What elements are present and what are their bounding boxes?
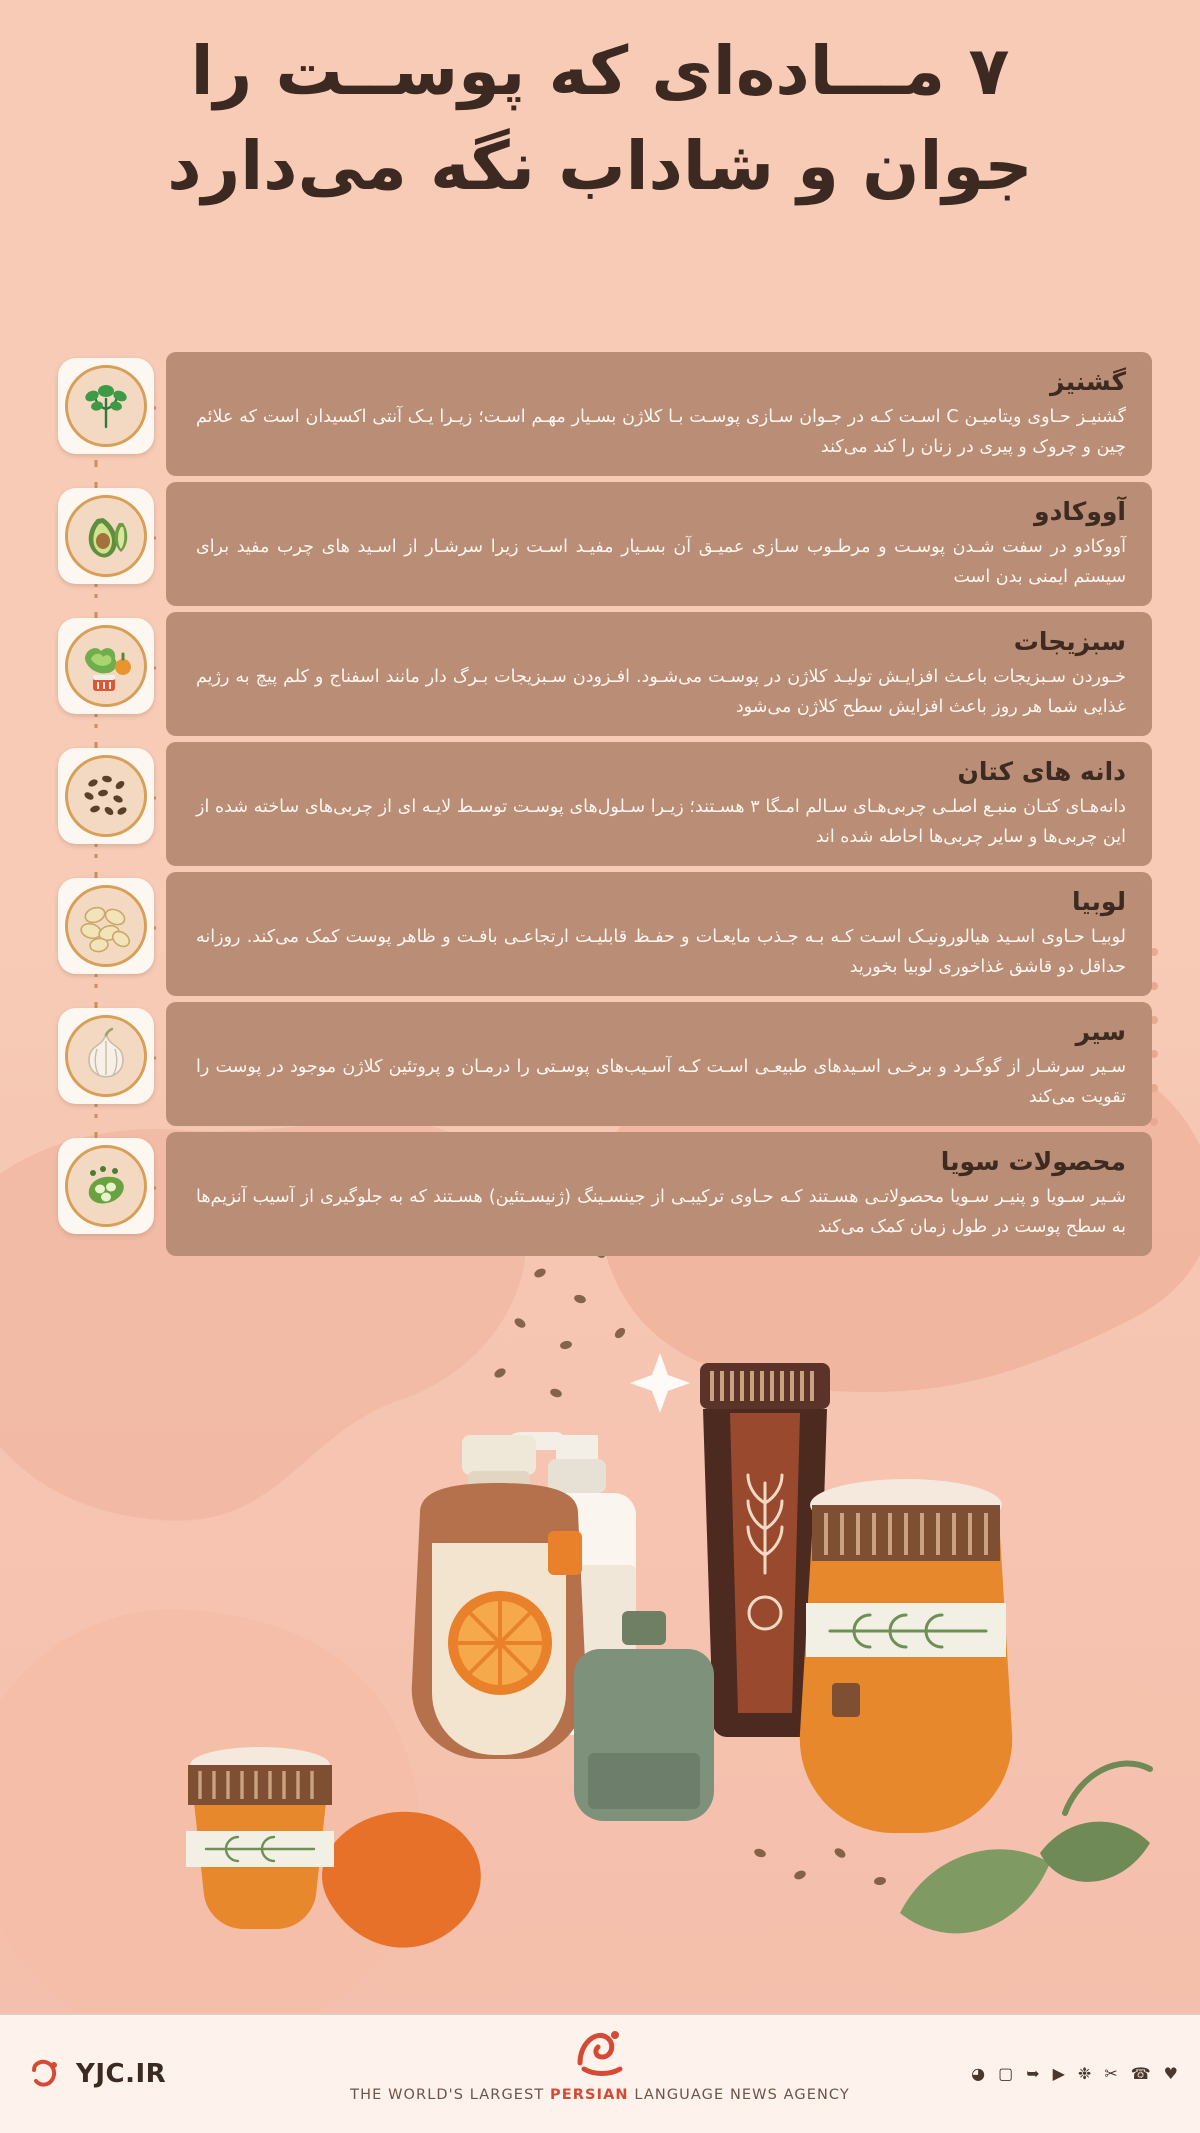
item-text: لوبیـا حـاوی اسـید هیالورونیـک اسـت کـه بـه جـذب مایعـات و حفـظ قابلیـت ارتجاعـی بافـت و ظاهر پوست کمک می‌کند. روزانه حداقل دو قاشق غذاخوری لوبیا بخورید	[196, 927, 1126, 978]
tagline-prefix: THE WORLD'S LARGEST	[350, 2087, 551, 2103]
footer	[0, 2013, 1200, 2133]
item-card	[166, 482, 1152, 606]
list-item[interactable]	[48, 612, 1152, 728]
list-item[interactable]	[48, 1002, 1152, 1118]
tagline-highlight: PERSIAN	[550, 2087, 629, 2103]
flax-seeds-icon	[58, 748, 154, 844]
items-list	[48, 352, 1152, 1262]
list-item[interactable]	[48, 742, 1152, 858]
tagline	[350, 2087, 850, 2103]
item-text: خـوردن سـبزیجات باعـث افزایـش تولیـد کلاژن در پوسـت می‌شـود. افـزودن سـبزیجات بـرگ دار مانند اسفناج و کلم پیچ به رژیم غذایی شما هر روز باعث افزایش سطح کلاژن می‌شود	[196, 667, 1126, 718]
item-title: لوبیا	[1071, 887, 1126, 916]
list-item[interactable]	[48, 872, 1152, 988]
item-card	[166, 872, 1152, 996]
item-card	[166, 352, 1152, 476]
item-card	[166, 612, 1152, 736]
yjc-logo-icon	[26, 2054, 66, 2094]
item-title: دانه های کتان	[957, 757, 1126, 786]
instagram-icon[interactable]: ▢	[998, 2064, 1014, 2083]
item-title: محصولات سویا	[940, 1147, 1126, 1176]
youtube-icon[interactable]: ▶	[1052, 2064, 1065, 2083]
list-item[interactable]	[48, 352, 1152, 468]
small-jar	[186, 1747, 334, 1929]
orange-slice	[448, 1591, 552, 1695]
item-text: گشنیـز حـاوی ویتامیـن C اسـت کـه در جـوان سـازی پوسـت بـا کلاژن بسـیار مهـم اسـت؛ زیـرا یـک آنتی اکسیدان است که علائم چین و چروک و پیری در زنان را کند می‌کند	[196, 407, 1126, 458]
list-item[interactable]	[48, 1132, 1152, 1248]
item-title: سیر	[1075, 1017, 1126, 1046]
title-line-1: ۷ مـــاده‌ای که پوســت را	[190, 32, 1010, 110]
item-text: شـیر سـویا و پنیـر سـویا محصولاتـی هسـتند کـه حـاوی ترکیبـی از جینسـینگ (ژنیسـتئین) هسـتند که به جلوگیری از آسیب آنزیم‌ها به سطح پوست در طول زمان کمک می‌کند	[196, 1187, 1126, 1238]
page-title	[0, 24, 1200, 214]
bale-icon[interactable]: ♥	[1163, 2064, 1178, 2083]
twitter-icon[interactable]: ➥	[1026, 2064, 1040, 2083]
aparat-icon[interactable]: ❉	[1077, 2064, 1092, 2083]
rss-icon[interactable]: ◕	[971, 2064, 986, 2083]
coriander-icon	[58, 358, 154, 454]
soy-products-icon	[58, 1138, 154, 1234]
brand-name: YJC.IR	[76, 2059, 167, 2089]
item-text: آووکادو در سفت شـدن پوسـت و مرطـوب سـازی عمیـق آن بسـیار مفیـد اسـت زیرا سرشـار از اسـید های چرب مفید برای سیستم ایمنی بدن است	[196, 537, 1126, 588]
item-card	[166, 1132, 1152, 1256]
item-text: دانه‌هـای کتـان منبـع اصلـی چربی‌هـای سـالم امـگا ۳ هسـتند؛ زیـرا سـلول‌های پوسـت توسـط لایـه ای از چربی‌های ساخته شده از این چربی‌ها و سایر چربی‌ها احاطه شده اند	[196, 797, 1126, 848]
item-card	[166, 742, 1152, 866]
item-text: سـیر سرشـار از گوگـرد و برخـی اسـیدهای طبیعـی اسـت کـه آسـیب‌های پوسـتی را درمـان و پروتئین کلاژن موجود در پوست را تقویت می‌کند	[196, 1057, 1126, 1108]
beans-icon	[58, 878, 154, 974]
item-title: آووکادو	[1034, 497, 1126, 526]
list-item[interactable]	[48, 482, 1152, 598]
item-card	[166, 1002, 1152, 1126]
title-line-2: جوان و شاداب نگه می‌دارد	[167, 127, 1033, 206]
agency-logo-icon	[566, 2023, 634, 2081]
brand-logo[interactable]	[26, 2054, 166, 2094]
garlic-icon	[58, 1008, 154, 1104]
tagline-suffix: LANGUAGE NEWS AGENCY	[628, 2087, 850, 2103]
whatsapp-icon[interactable]: ☎	[1130, 2064, 1151, 2083]
social-icons	[971, 2066, 1178, 2082]
vegetables-icon	[58, 618, 154, 714]
item-title: سبزیجات	[1013, 627, 1126, 656]
orange-jar	[800, 1479, 1012, 1833]
item-title: گشنیز	[1050, 367, 1126, 396]
cosmetics-illustration	[0, 1213, 1200, 2013]
avocado-icon	[58, 488, 154, 584]
telegram-icon[interactable]: ✂	[1104, 2064, 1118, 2083]
